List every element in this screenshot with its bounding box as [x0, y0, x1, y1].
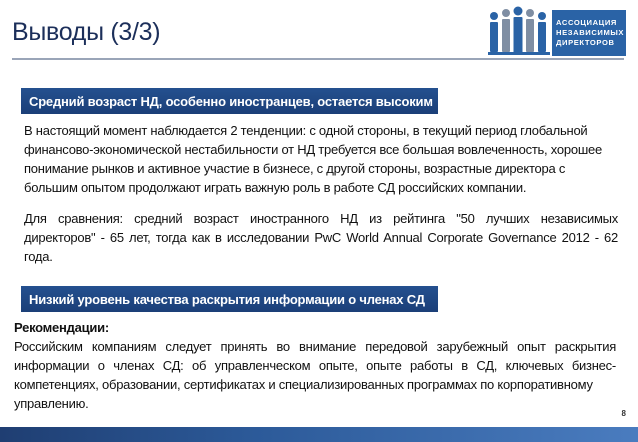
- text-line: Российским компаниям следует принять во внимание передовой зарубежный опыт раскрытия: [14, 339, 616, 354]
- logo-line-1: АССОЦИАЦИЯ: [556, 18, 617, 27]
- text-line: понимание рынков и активное участие в бизнесе, с другой стороны, возрастные директора с: [24, 161, 566, 176]
- title-divider: [12, 58, 624, 60]
- page-title: Выводы (3/3): [12, 18, 161, 46]
- section-banner-age: Средний возраст НД, особенно иностранцев, остается высоким: [21, 88, 438, 114]
- recommendations-heading: Рекомендации:: [14, 320, 109, 335]
- text-line: информации о членах СД: об управленческом опыте, опыте работы в СД, ключевых бизнес-: [14, 358, 616, 373]
- association-logo: [488, 6, 628, 60]
- text-line: компетенциях, образовании, сертификатах и специализированных программах по корпоративному: [14, 377, 593, 392]
- text-line: управлению.: [14, 396, 89, 411]
- paragraph-comparison: [24, 209, 618, 266]
- page-number: 8: [621, 409, 626, 418]
- text-line: директоров" - 65 лет, тогда как в исследовании PwC World Annual Corporate Governance 2012 - 62: [24, 230, 618, 245]
- section-banner-disclosure: Низкий уровень качества раскрытия информации о членах СД: [21, 286, 438, 312]
- text-line: большим опытом продолжают играть важную роль в работе СД российских компании.: [24, 180, 527, 195]
- people-figures-icon: [488, 6, 550, 60]
- text-line: финансово-экономической нестабильности от НД требуется все большая вовлеченность, хорошее: [24, 142, 602, 157]
- text-line: Для сравнения: средний возраст иностранного НД из рейтинга "50 лучших независимых: [24, 211, 618, 226]
- logo-line-2: НЕЗАВИСИМЫХ: [556, 28, 625, 37]
- paragraph-trends: [24, 121, 618, 197]
- logo-text-box: [552, 10, 626, 56]
- text-line: В настоящий момент наблюдается 2 тенденции: с одной стороны, в текущий период глобальной: [24, 123, 588, 138]
- logo-line-3: ДИРЕКТОРОВ: [556, 38, 615, 47]
- footer-bar: [0, 427, 638, 442]
- recommendations: [14, 318, 616, 413]
- text-line: года.: [24, 249, 53, 264]
